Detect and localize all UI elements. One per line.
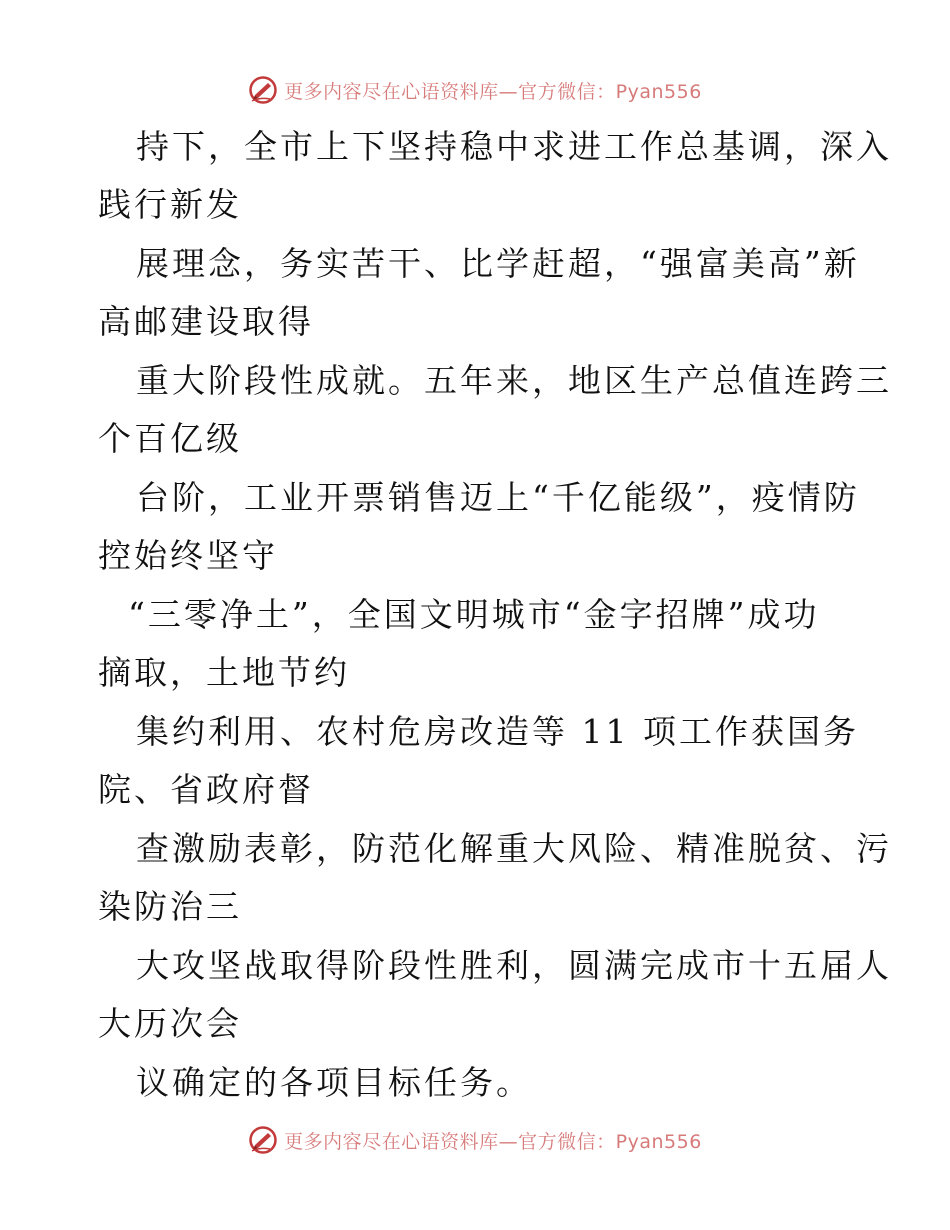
- text-line: 大攻坚战取得阶段性胜利，圆满完成市十五届人: [136, 946, 892, 985]
- text-line: 控始终坚守: [98, 536, 278, 575]
- footer-banner-content: [248, 1125, 702, 1155]
- pen-logo-icon: [248, 1125, 278, 1155]
- text-line: 践行新发: [98, 185, 242, 224]
- text-line: 查激励表彰，防范化解重大风险、精准脱贫、污: [136, 829, 892, 868]
- text-line: 大历次会: [98, 1004, 242, 1043]
- footer-banner: [0, 1120, 950, 1160]
- text-line: “三零净土”，全国文明城市“金字招牌”成功: [128, 595, 820, 634]
- text-line: 个百亿级: [98, 419, 242, 458]
- text-line: 重大阶段性成就。五年来，地区生产总值连跨三: [136, 361, 892, 400]
- text-line: 高邮建设取得: [98, 302, 314, 341]
- text-line: 持下，全市上下坚持稳中求进工作总基调，深入: [136, 127, 892, 166]
- text-line: 染防治三: [98, 887, 242, 926]
- header-banner-content: [248, 75, 702, 105]
- header-banner-text: 更多内容尽在心语资料库—官方微信：Pyan556: [284, 80, 702, 103]
- text-line: 台阶，工业开票销售迈上“千亿能级”，疫情防: [136, 478, 860, 517]
- text-line: 摘取，土地节约: [98, 653, 350, 692]
- text-line: 议确定的各项目标任务。: [136, 1063, 532, 1102]
- header-banner: [0, 70, 950, 110]
- text-line: 院、省政府督: [98, 770, 314, 809]
- text-line: 集约利用、农村危房改造等 11 项工作获国务: [136, 712, 859, 751]
- footer-banner-text: 更多内容尽在心语资料库—官方微信：Pyan556: [284, 1130, 702, 1153]
- text-line: 展理念，务实苦干、比学赶超，“强富美高”新: [136, 244, 860, 283]
- pen-logo-icon: [248, 75, 278, 105]
